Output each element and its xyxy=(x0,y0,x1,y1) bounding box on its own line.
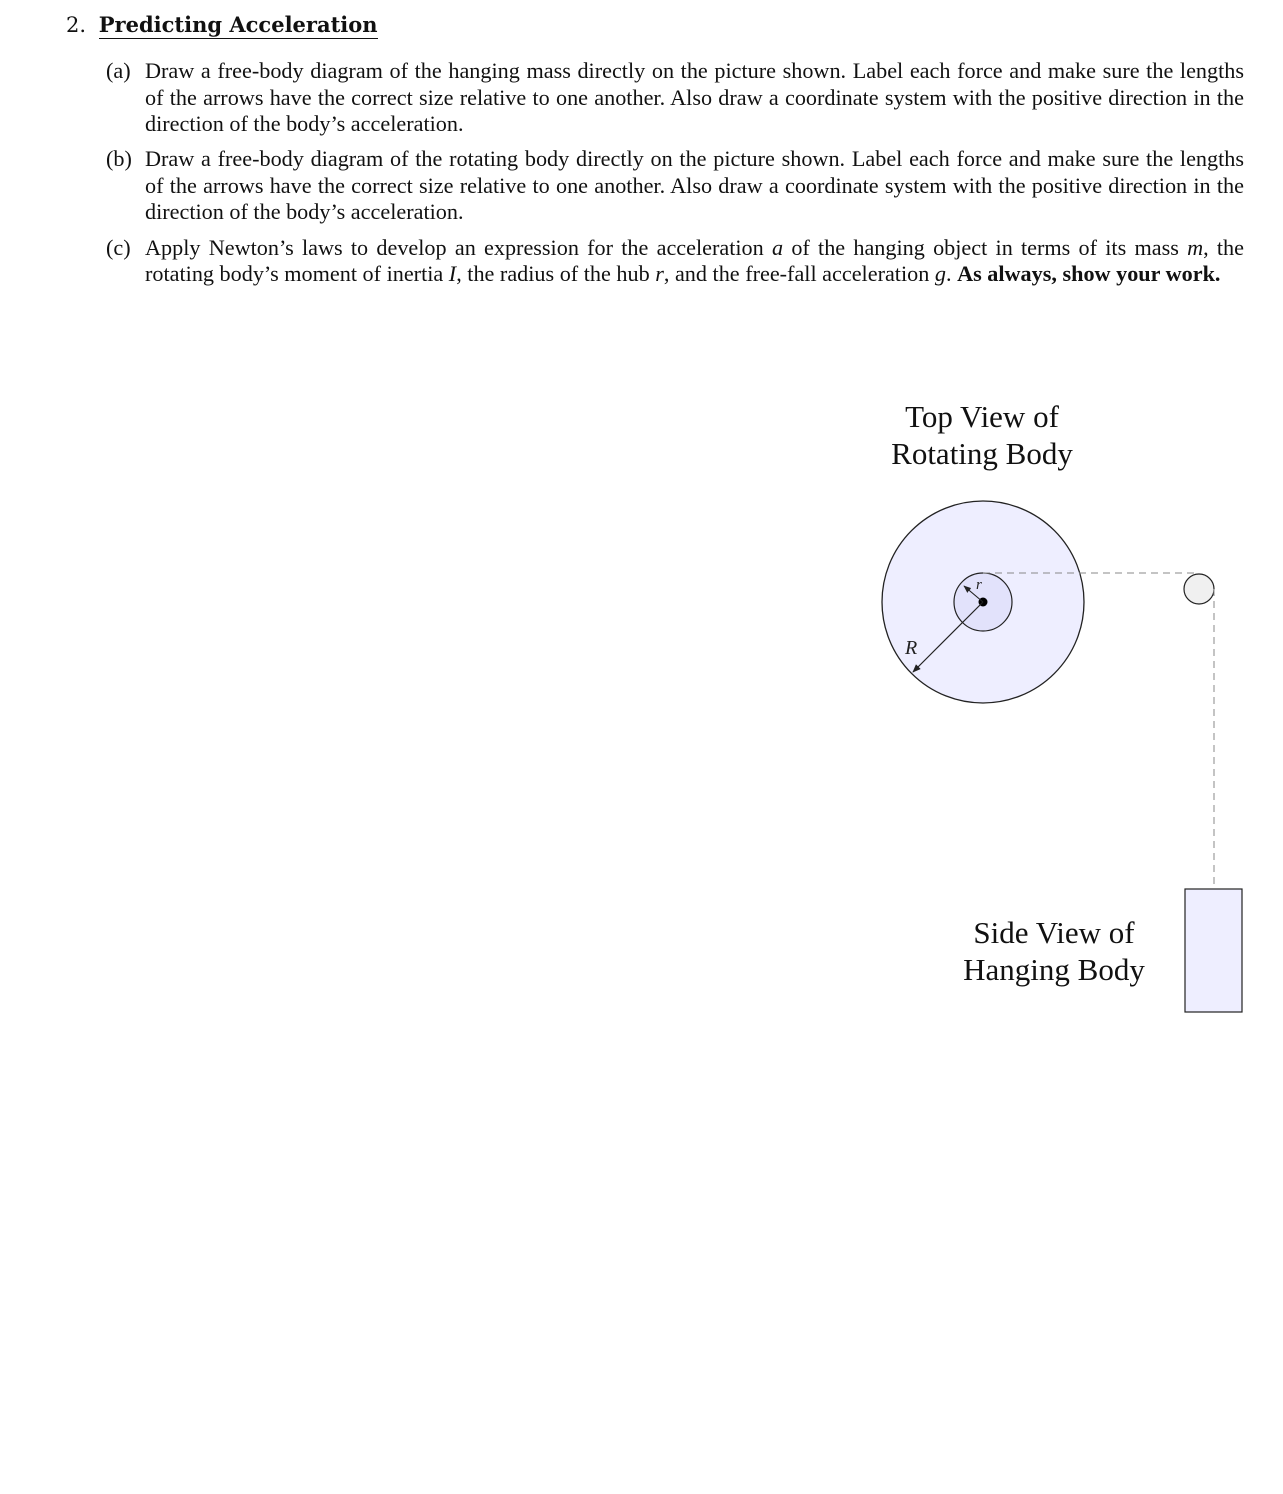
hanging-block xyxy=(1185,889,1242,1012)
caption-line: Rotating Body xyxy=(891,436,1073,471)
label-r: r xyxy=(976,577,982,593)
label-R: R xyxy=(905,637,918,659)
text-segment: , and the free-fall acceleration xyxy=(663,261,930,287)
caption-line: Hanging Body xyxy=(963,952,1145,987)
part-label: (a) xyxy=(106,58,131,83)
text-segment: , the rotating body’s moment of inertia xyxy=(145,234,1244,287)
part-label: (b) xyxy=(106,146,132,172)
part-text: Draw a free-body diagram of the rotating body directly on the picture shown. Label each force and make sure the lengths of the arrows have the correct size relative to one another. Also draw a coordinate system with the positive direction in the direction of the body’s acceleration. xyxy=(145,146,1244,225)
text-segment: of the hanging object in terms of its mass xyxy=(791,234,1179,260)
math-var-r: r xyxy=(655,261,664,287)
caption-line: Top View of xyxy=(905,399,1059,434)
caption-line: Side View of xyxy=(973,915,1135,950)
part-label: (c) xyxy=(106,234,131,260)
math-var-g: g xyxy=(934,261,946,287)
problem-title: Predicting Acceleration xyxy=(98,12,378,37)
problem-number: 2. xyxy=(66,13,87,37)
pulley xyxy=(1184,574,1214,604)
text-segment: . xyxy=(945,261,952,287)
math-var-I: I xyxy=(448,261,457,287)
math-var-m: m xyxy=(1187,234,1204,260)
text-segment: Apply Newton’s laws to develop an expression for the acceleration xyxy=(145,234,764,260)
text-segment: , the radius of the hub xyxy=(456,261,650,287)
bold-instruction: As always, show your work. xyxy=(957,261,1221,287)
part-text: Draw a free-body diagram of the hanging mass directly on the picture shown. Label each force and make sure the lengths of the arrows have the correct size relative to one another. Also draw a coordinate system with the positive direction in the direction of the body’s acceleration. xyxy=(145,58,1244,137)
math-var-a: a xyxy=(771,234,784,260)
